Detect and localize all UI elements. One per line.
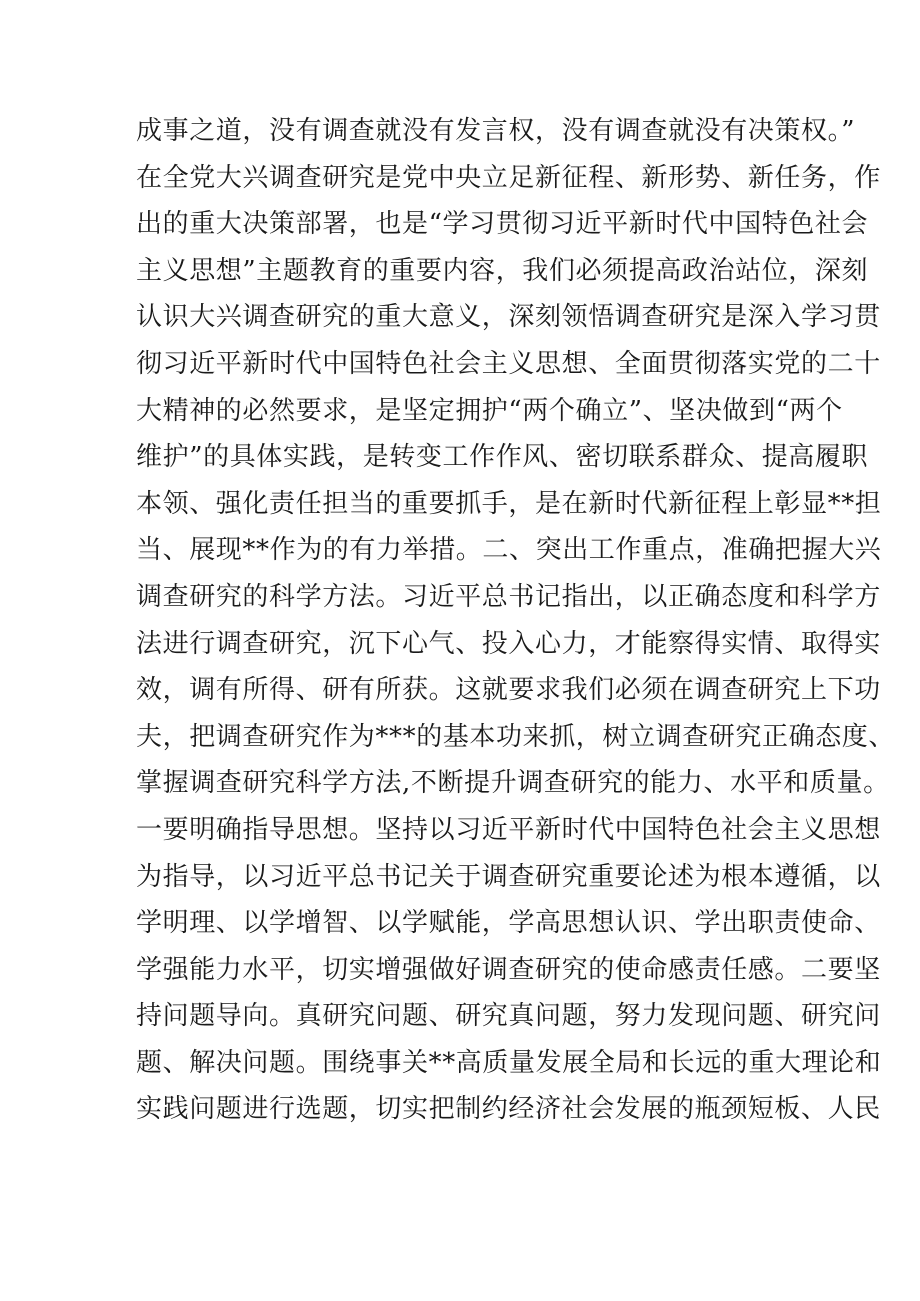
body-text: [136, 108, 896, 1133]
text-line: 为指导，以习近平总书记关于调查研究重要论述为根本遵循，以: [136, 861, 881, 892]
text-line: 维护”的具体实践，是转变工作作风、密切联系群众、提高履职: [136, 442, 869, 473]
text-line: 大精神的必然要求，是坚定拥护“两个确立”、坚决做到“两个: [136, 395, 843, 426]
text-line: 当、展现**作为的有力举措。二、突出工作重点，准确把握大兴: [136, 535, 882, 566]
text-line: 主义思想”主题教育的重要内容，我们必须提高政治站位，深刻: [136, 255, 869, 286]
text-line: 效，调有所得、研有所获。这就要求我们必须在调查研究上下功: [136, 675, 881, 706]
text-line: 在全党大兴调查研究是党中央立足新征程、新形势、新任务，作: [136, 162, 881, 193]
text-line: 掌握调查研究科学方法,不断提升调查研究的能力、水平和质量。: [136, 768, 890, 799]
text-line: 夫，把调查研究作为***的基本功来抓，树立调查研究正确态度、: [136, 721, 896, 752]
text-line: 调查研究的科学方法。习近平总书记指出，以正确态度和科学方: [136, 581, 881, 612]
text-line: 成事之道，没有调查就没有发言权，没有调查就没有决策权。”: [136, 116, 856, 146]
text-line: 持问题导向。真研究问题、研究真问题，努力发现问题、研究问: [136, 1001, 881, 1032]
text-line: 认识大兴调查研究的重大意义，深刻领悟调查研究是深入学习贯: [136, 302, 881, 333]
text-line: 出的重大决策部署，也是“学习贯彻习近平新时代中国特色社会: [136, 209, 869, 240]
text-line: 一要明确指导思想。坚持以习近平新时代中国特色社会主义思想: [136, 814, 881, 845]
text-line: 题、解决问题。围绕事关**高质量发展全局和长远的重大理论和: [136, 1047, 882, 1078]
text-line: 学强能力水平，切实增强做好调查研究的使命感责任感。二要坚: [136, 954, 881, 985]
text-line: 本领、强化责任担当的重要抓手，是在新时代新征程上彰显**担: [136, 488, 882, 519]
text-line: 实践问题进行选题，切实把制约经济社会发展的瓶颈短板、人民: [136, 1094, 881, 1125]
text-line: 学明理、以学增智、以学赋能，学高思想认识、学出职责使命、: [136, 908, 881, 939]
text-line: 法进行调查研究，沉下心气、投入心力，才能察得实情、取得实: [136, 628, 881, 659]
text-line: 彻习近平新时代中国特色社会主义思想、全面贯彻落实党的二十: [136, 348, 881, 379]
